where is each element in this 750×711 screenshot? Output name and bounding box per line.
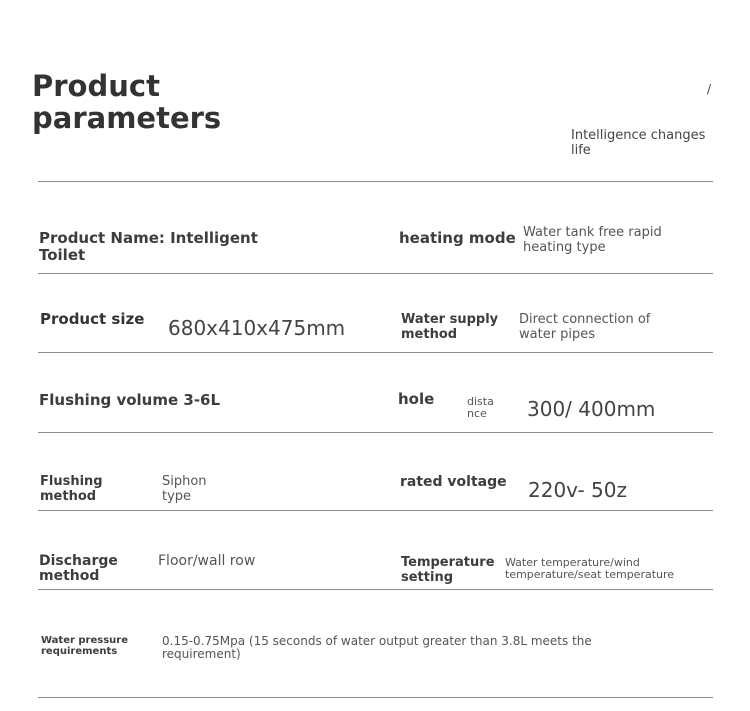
flushing-method-value-line1: Siphon <box>162 474 207 489</box>
discharge-method-label <box>39 554 118 584</box>
water-pressure-value-line1: 0.15-0.75Mpa (15 seconds of water output greater than 3.8L meets the <box>162 634 592 648</box>
flushing-method-value-line2: type <box>162 489 192 504</box>
product-name-label <box>39 230 258 264</box>
tagline-line2: life <box>571 143 591 158</box>
water-pressure-value-line2: requirement) <box>162 647 241 661</box>
flushing-method-value <box>162 474 207 504</box>
temperature-setting-value <box>505 557 674 581</box>
product-name-label-line2: Toilet <box>39 246 86 264</box>
temperature-setting-label-line2: setting <box>401 570 453 585</box>
flushing-volume-label: Flushing volume 3-6L <box>39 391 221 409</box>
page-title-line1: Product <box>32 69 160 103</box>
hole-distance-sublabel-line2: nce <box>467 407 487 420</box>
heating-mode-label: heating mode <box>399 229 516 247</box>
flushing-method-label-line2: method <box>40 489 97 504</box>
hole-distance-sublabel-line1: dista <box>467 395 494 408</box>
heating-mode-value-line1: Water tank free rapid <box>523 225 662 240</box>
flushing-method-label-line1: Flushing <box>40 474 103 489</box>
product-size-value: 680x410x475mm <box>168 316 346 340</box>
divider-row1 <box>38 273 713 274</box>
tagline <box>571 128 705 158</box>
hole-label: hole <box>398 390 435 408</box>
page-title <box>32 70 221 134</box>
heating-mode-value <box>523 225 662 255</box>
hole-distance-sublabel <box>467 396 494 420</box>
temperature-setting-value-line2: temperature/seat temperature <box>505 568 675 581</box>
water-supply-value <box>519 312 650 342</box>
product-size-label: Product size <box>40 310 145 328</box>
product-name-label-line1: Product Name: Intelligent <box>39 229 258 247</box>
temperature-setting-label-line1: Temperature <box>401 555 495 570</box>
discharge-method-label-line1: Discharge <box>39 553 118 569</box>
divider-row4 <box>38 510 713 511</box>
water-supply-label-line1: Water supply <box>401 312 499 327</box>
water-supply-value-line2: water pipes <box>519 327 596 342</box>
rated-voltage-label: rated voltage <box>400 474 507 490</box>
water-pressure-label-line1: Water pressure <box>41 635 129 646</box>
flushing-method-label <box>40 474 103 504</box>
temperature-setting-label <box>401 555 495 585</box>
divider-row2 <box>38 352 713 353</box>
tagline-line1: Intelligence changes <box>571 128 706 143</box>
rated-voltage-value: 220v- 50z <box>528 478 627 502</box>
discharge-method-label-line2: method <box>39 568 100 584</box>
divider-top <box>38 181 713 182</box>
divider-row3 <box>38 432 713 433</box>
discharge-method-value: Floor/wall row <box>158 553 256 569</box>
heating-mode-value-line2: heating type <box>523 240 606 255</box>
water-pressure-value <box>162 635 592 661</box>
hole-distance-value: 300/ 400mm <box>527 397 656 421</box>
water-supply-label-line2: method <box>401 327 458 342</box>
water-pressure-label <box>41 635 128 657</box>
temperature-setting-value-line1: Water temperature/wind <box>505 556 640 569</box>
divider-bottom <box>38 697 713 698</box>
header-slash: / <box>707 82 712 96</box>
water-supply-label <box>401 312 498 342</box>
divider-row5 <box>38 589 713 590</box>
water-pressure-label-line2: requirements <box>41 646 118 657</box>
water-supply-value-line1: Direct connection of <box>519 312 651 327</box>
page-title-line2: parameters <box>32 101 222 135</box>
